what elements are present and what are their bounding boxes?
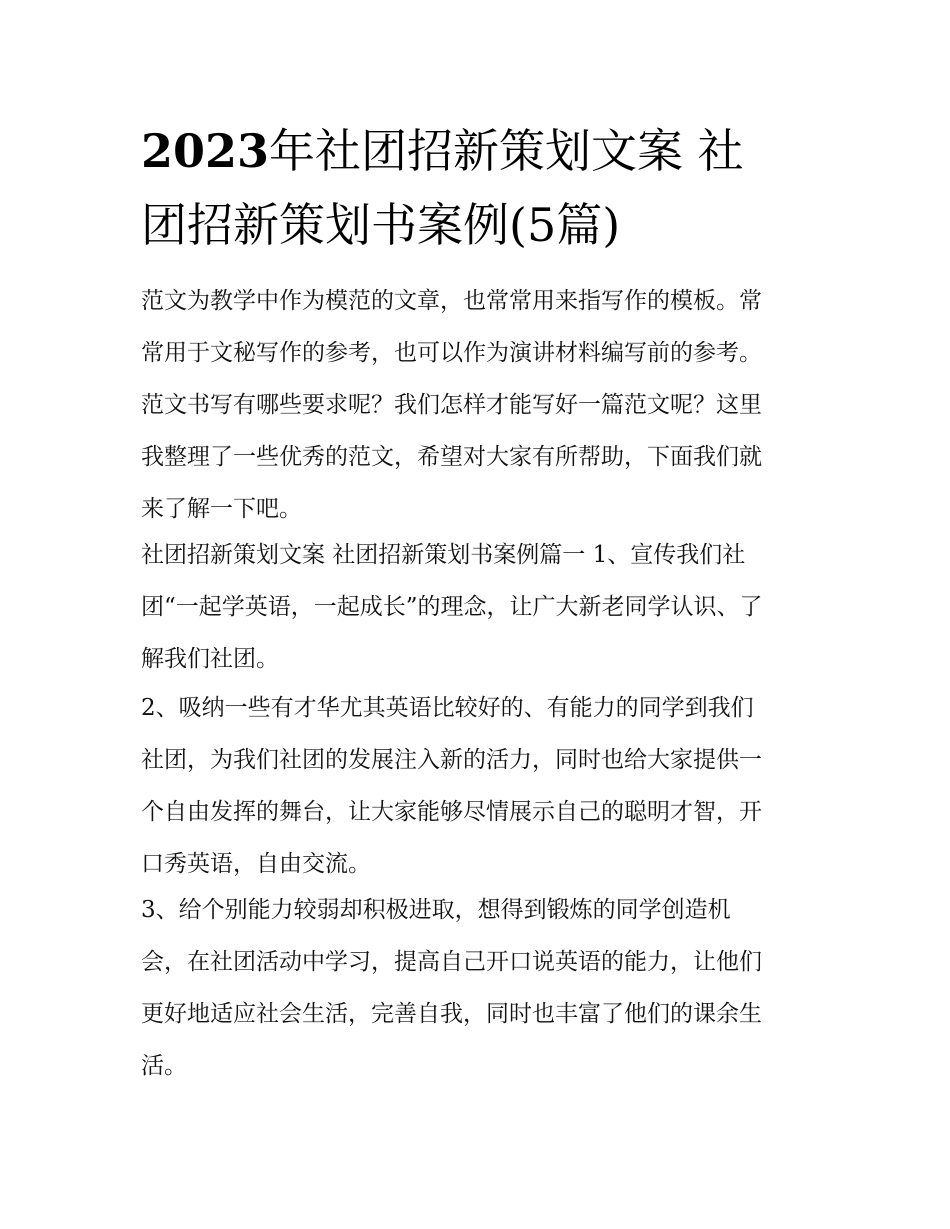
item2-line: 口秀英语，自由交流。 bbox=[141, 851, 371, 877]
title-line2: 团招新策划书案例(5篇) bbox=[141, 198, 621, 252]
item3-line: 3、给个别能力较弱却积极进取，想得到锻炼的同学创造机 bbox=[141, 897, 731, 923]
item2-line: 2、吸纳一些有才华尤其英语比较好的、有能力的同学到我们 bbox=[141, 695, 754, 721]
item-two-paragraph bbox=[141, 682, 821, 890]
item2-line: 社团，为我们社团的发展注入新的活力，同时也给大家提供一 bbox=[141, 747, 762, 773]
title-line1-rest: 年社团招新策划文案 社 bbox=[269, 124, 744, 178]
case-one-paragraph bbox=[141, 529, 821, 685]
item3-line: 更好地适应社会生活，完善自我，同时也丰富了他们的课余生 bbox=[141, 1001, 762, 1027]
intro-line: 我整理了一些优秀的范文，希望对大家有所帮助，下面我们就 bbox=[141, 444, 762, 470]
item-three-paragraph bbox=[141, 884, 821, 1092]
intro-line: 范文书写有哪些要求呢？我们怎样才能写好一篇范文呢？这里 bbox=[141, 392, 762, 418]
case-line: 解我们社团。 bbox=[141, 646, 279, 672]
item3-line: 活。 bbox=[141, 1053, 187, 1079]
document-title bbox=[141, 114, 821, 262]
intro-line: 范文为教学中作为模范的文章，也常常用来指写作的模板。常 bbox=[141, 288, 762, 314]
item3-line: 会，在社团活动中学习，提高自己开口说英语的能力，让他们 bbox=[141, 949, 762, 975]
intro-line: 常用于文秘写作的参考，也可以作为演讲材料编写前的参考。 bbox=[141, 340, 762, 366]
intro-paragraph bbox=[141, 275, 821, 535]
case-line: 社团招新策划文案 社团招新策划书案例篇一 1、宣传我们社 bbox=[141, 542, 746, 568]
intro-line: 来了解一下吧。 bbox=[141, 496, 302, 522]
title-year: 2023 bbox=[141, 124, 270, 178]
case-line: 团“一起学英语，一起成长”的理念，让广大新老同学认识、了 bbox=[141, 594, 763, 620]
item2-line: 个自由发挥的舞台，让大家能够尽情展示自己的聪明才智，开 bbox=[141, 799, 762, 825]
